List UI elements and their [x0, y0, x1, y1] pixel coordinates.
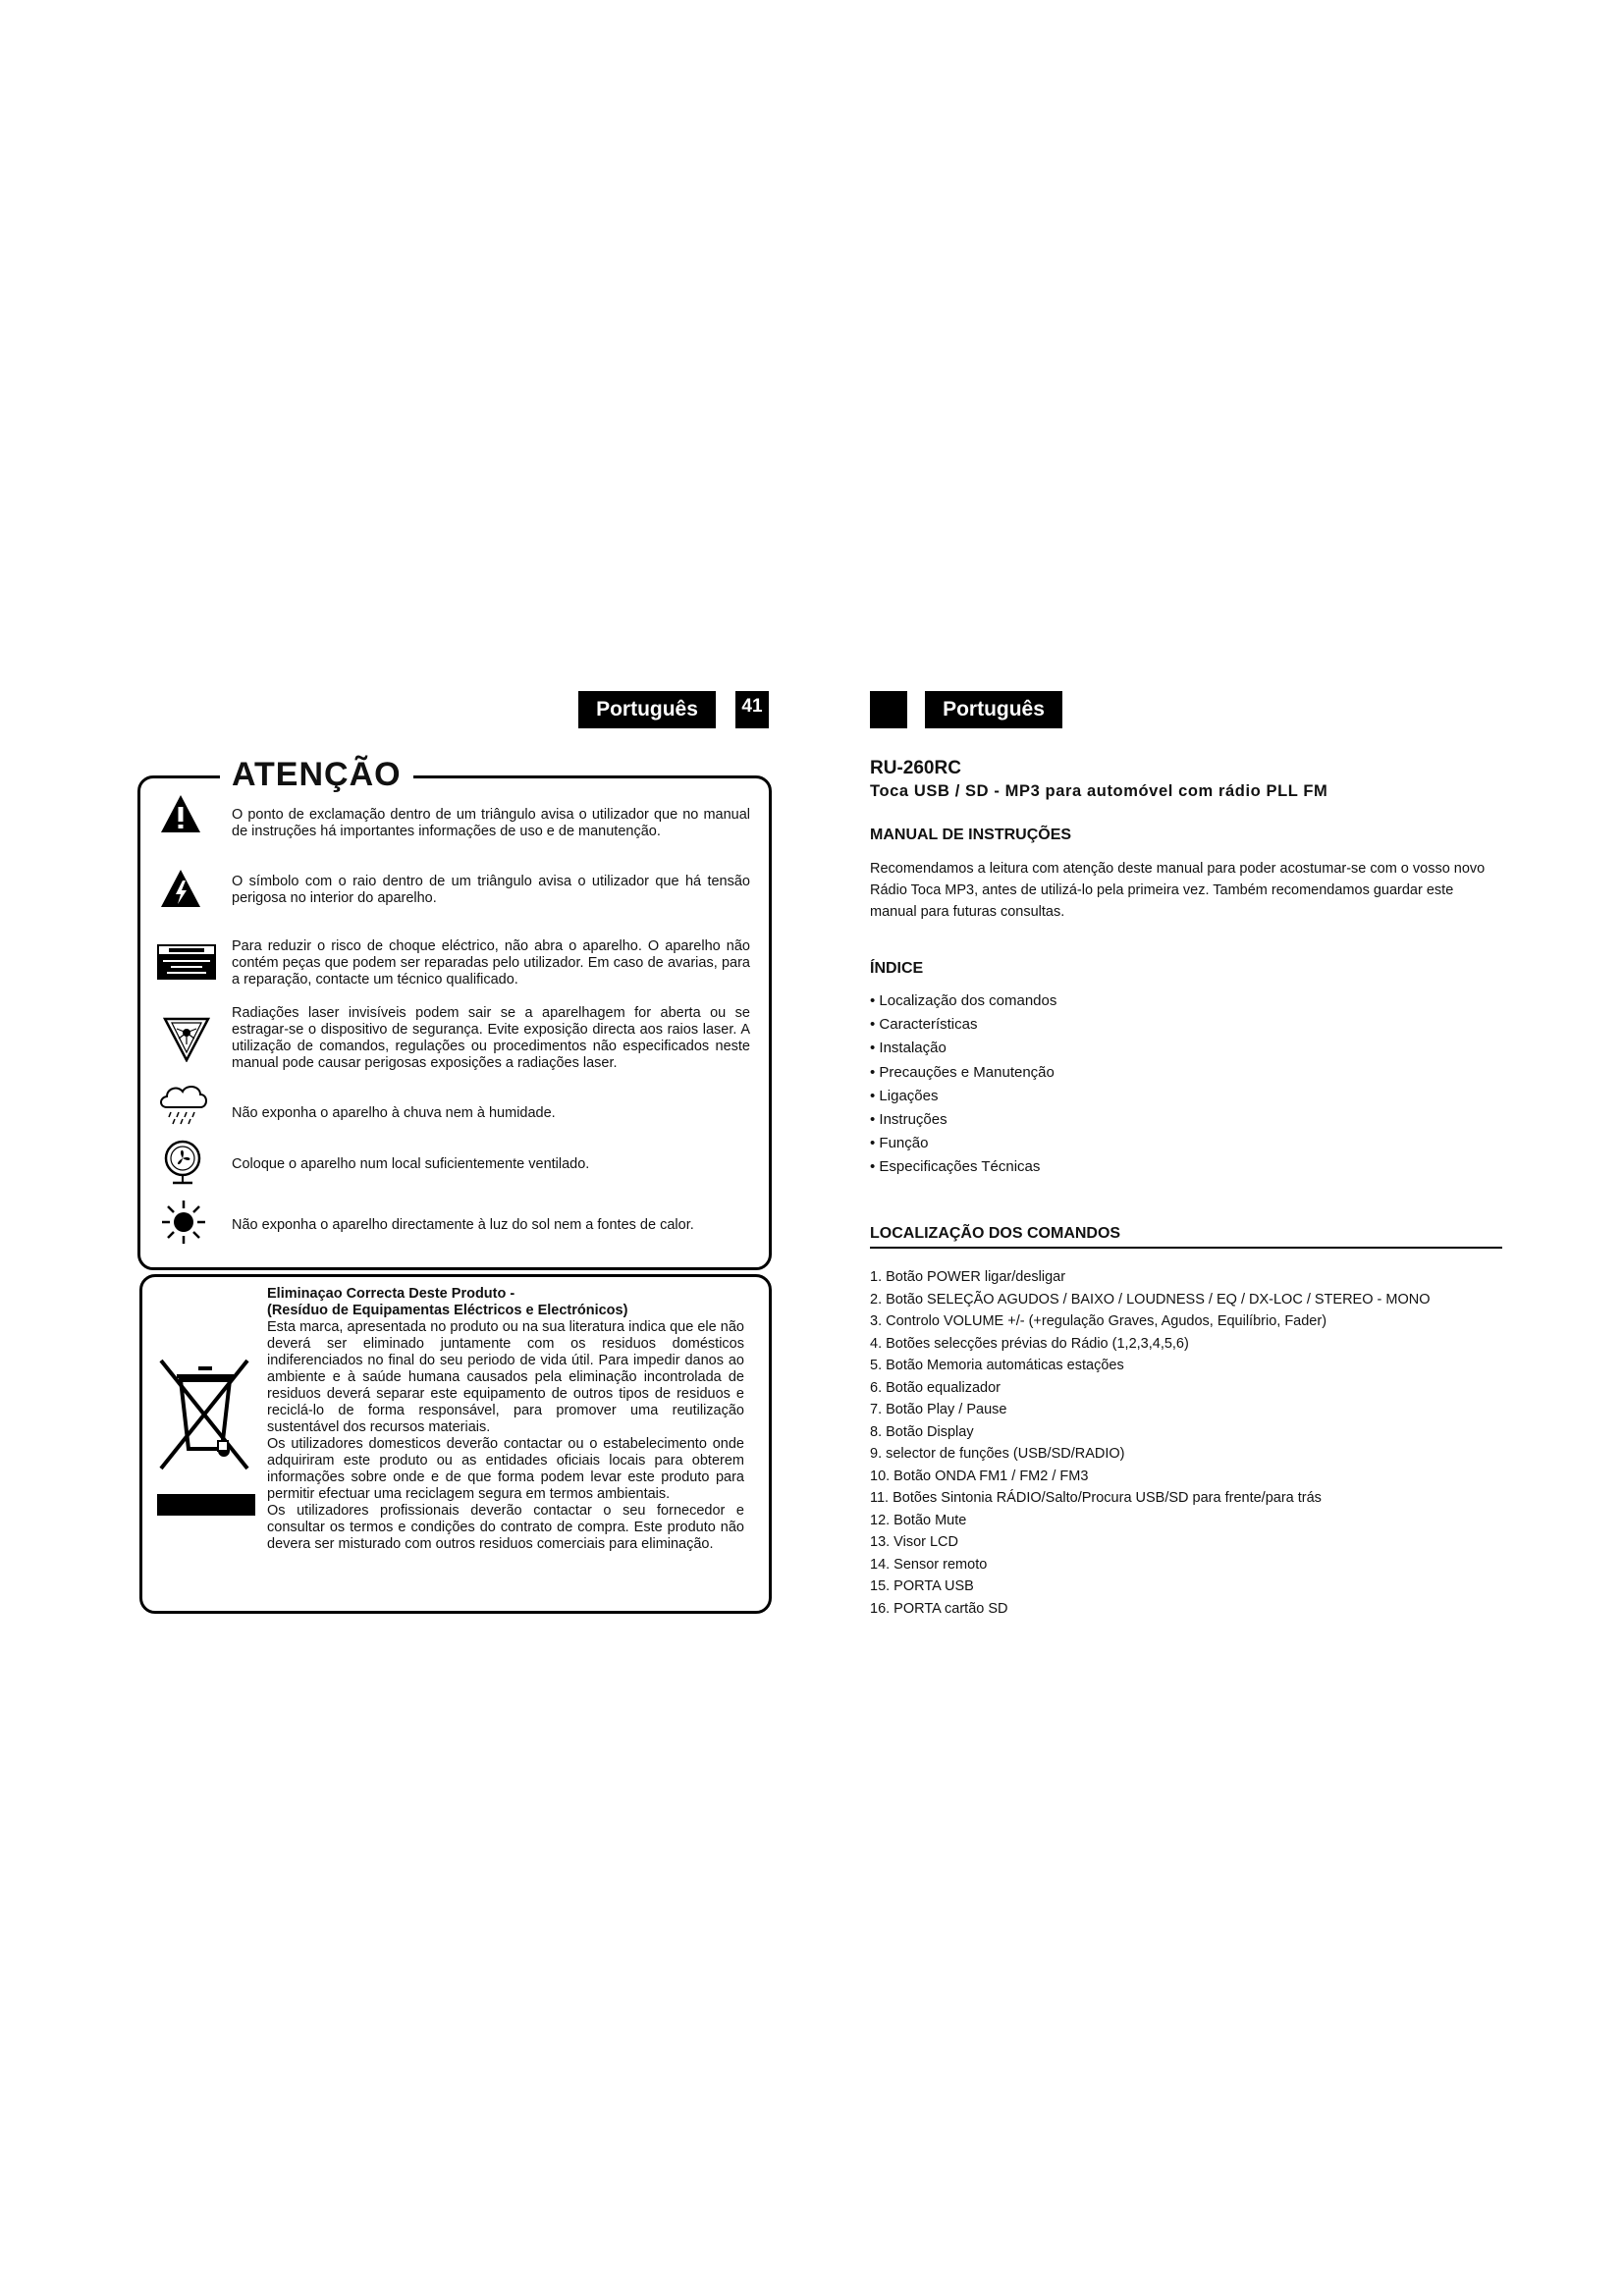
ventilation-fan-icon	[161, 1139, 204, 1186]
index-item: • Especificações Técnicas	[870, 1155, 1056, 1179]
control-item: 5. Botão Memoria automáticas estações	[870, 1358, 1124, 1373]
control-item: 16. PORTA cartão SD	[870, 1600, 1008, 1617]
manual-heading: MANUAL DE INSTRUÇÕES	[870, 827, 1072, 843]
warning-text-ventilation: Coloque o aparelho num local suficientemente ventilado.	[232, 1156, 590, 1172]
disposal-heading-1: Eliminaçao Correcta Deste Produto -	[267, 1286, 515, 1302]
control-item: 9. selector de funções (USB/SD/RADIO)	[870, 1446, 1125, 1462]
control-item: 2. Botão SELEÇÃO AGUDOS / BAIXO / LOUDNESS / EQ / DX-LOC / STEREO - MONO	[870, 1291, 1431, 1308]
disposal-paragraph-2: Os utilizadores domesticos deverão contactar ou o estabelecimento onde adquiriram este produto ou as entidades oficiais locais para obterem informações sobre onde e de que forma podem levar este produto para permitir efectuar uma reciclagem segura em termos ambientais.	[267, 1436, 744, 1502]
language-tab-left: Português	[578, 691, 716, 728]
rain-cloud-icon	[157, 1082, 210, 1125]
product-subtitle: Toca USB / SD - MP3 para automóvel com rádio PLL FM	[870, 782, 1328, 800]
control-item: 15. PORTA USB	[870, 1578, 974, 1594]
index-list	[870, 989, 1056, 1180]
exclamation-triangle-icon	[159, 793, 202, 834]
black-square-marker	[870, 691, 907, 728]
warning-text-lightning: O símbolo com o raio dentro de um triângulo avisa o utilizador que há tensão perigosa no interior do aparelho.	[232, 874, 750, 906]
index-item: • Localização dos comandos	[870, 989, 1056, 1013]
controls-heading-rule	[870, 1247, 1502, 1249]
index-item: • Função	[870, 1132, 1056, 1155]
page-number: 41	[735, 691, 769, 728]
intro-paragraph: Recomendamos a leitura com atenção deste manual para poder acostumar-se com o vosso novo Rádio Toca MP3, antes de utilizá-lo pela primeira vez. Também recomendamos guardar este manual para futuras consultas.	[870, 861, 1486, 920]
control-item: 3. Controlo VOLUME +/- (+regulação Graves, Agudos, Equilíbrio, Fader)	[870, 1313, 1327, 1329]
warning-text-caution: Para reduzir o risco de choque eléctrico, não abra o aparelho. O aparelho não contém peças que podem ser reparadas pelo utilizador. Em caso de avarias, para a reparação, contacte um técnico qualificado.	[232, 938, 750, 988]
warning-text-exclamation: O ponto de exclamação dentro de um triângulo avisa o utilizador que no manual de instruções há importantes informações de uso e de manutenção.	[232, 807, 750, 839]
control-item: 7. Botão Play / Pause	[870, 1402, 1007, 1417]
attention-title: ATENÇÃO	[220, 756, 413, 794]
index-heading: ÍNDICE	[870, 960, 924, 977]
lightning-triangle-icon	[159, 868, 202, 909]
disposal-text	[267, 1286, 744, 1553]
crossed-wheelie-bin-icon	[153, 1347, 255, 1486]
control-item: 13. Visor LCD	[870, 1534, 958, 1550]
controls-heading: LOCALIZAÇÃO DOS COMANDOS	[870, 1225, 1121, 1242]
index-item: • Instruções	[870, 1108, 1056, 1132]
index-item: • Precauções e Manutenção	[870, 1061, 1056, 1085]
index-item: • Ligações	[870, 1085, 1056, 1108]
control-item: 11. Botões Sintonia RÁDIO/Salto/Procura USB/SD para frente/para trás	[870, 1490, 1322, 1506]
caution-label-icon	[157, 944, 216, 980]
control-item: 1. Botão POWER ligar/desligar	[870, 1269, 1066, 1285]
warning-text-sun: Não exponha o aparelho directamente à luz do sol nem a fontes de calor.	[232, 1217, 694, 1233]
control-item: 8. Botão Display	[870, 1423, 974, 1440]
sun-icon	[161, 1200, 206, 1245]
disposal-heading-2: (Resíduo de Equipamentas Eléctricos e Electrónicos)	[267, 1303, 628, 1318]
control-item: 12. Botão Mute	[870, 1512, 967, 1528]
index-item: • Características	[870, 1013, 1056, 1037]
disposal-paragraph-1: Esta marca, apresentada no produto ou na sua literatura indica que ele não deverá ser eliminado juntamente com os residuos domésticos indiferenciados no final do seu periodo de vida útil. Para impedir danos ao ambiente e à saúde humana causados pela eliminação incontrolada de residuos deverá separar este equipamento de outros tipos de residuos e reciclá-lo de forma responsável, para promover uma reutilização sustentável dos recursos materiais.	[267, 1319, 744, 1435]
control-item: 10. Botão ONDA FM1 / FM2 / FM3	[870, 1468, 1089, 1484]
warning-text-laser: Radiações laser invisíveis podem sair se a aparelhagem for aberta ou se estragar-se o dispositivo de segurança. Evite exposição directa aos raios laser. A utilização de comandos, regulações ou procedimentos não especificados neste manual pode causar perigosas exposições a radiações laser.	[232, 1005, 750, 1071]
warning-text-rain: Não exponha o aparelho à chuva nem à humidade.	[232, 1105, 556, 1121]
model-title: RU-260RC	[870, 758, 961, 778]
laser-warning-icon	[163, 1015, 210, 1062]
language-tab-right: Português	[925, 691, 1062, 728]
weee-black-bar	[157, 1494, 255, 1516]
index-item: • Instalação	[870, 1037, 1056, 1060]
control-item: 6. Botão equalizador	[870, 1379, 1001, 1396]
controls-list	[870, 1266, 1430, 1620]
disposal-paragraph-3: Os utilizadores profissionais deverão contactar o seu fornecedor e consultar os termos e condições do contrato de compra. Este produto não devera ser misturado com outros residuos comerciais para eliminação.	[267, 1503, 744, 1552]
control-item: 14. Sensor remoto	[870, 1556, 988, 1573]
control-item: 4. Botões selecções prévias do Rádio (1,2,3,4,5,6)	[870, 1335, 1189, 1352]
